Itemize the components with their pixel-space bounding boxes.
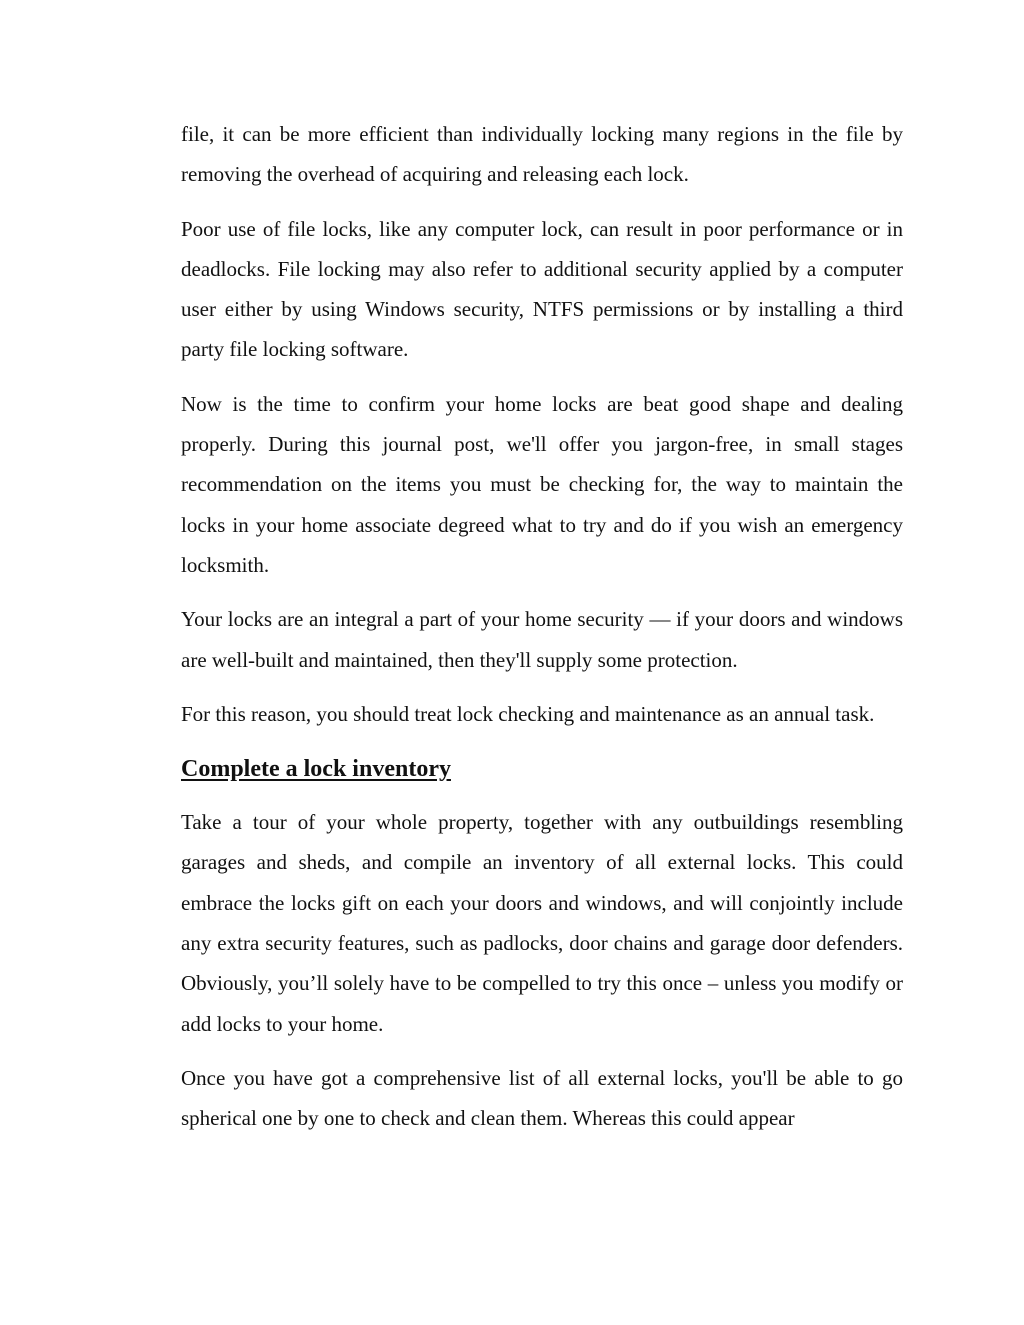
section-heading: Complete a lock inventory [181, 756, 451, 783]
paragraph-check-and-clean: Once you have got a comprehensive list of all external locks, you'll be able to go spherical one by one to check and clean them. Whereas this could appear [181, 1065, 903, 1131]
paragraph-annual-task: For this reason, you should treat lock checking and maintenance as an annual task. [181, 701, 875, 726]
paragraph-lock-inventory-tour: Take a tour of your whole property, together with any outbuildings resembling garages and sheds, and compile an inventory of all external locks. This could embrace the locks gift on each your doors and windows, and will conjointly include any extra security features, such as padlocks, door chains and garage door defenders. Obviously, you’ll solely have to be compelled to try this once – unless you modify or add locks to your home. [181, 810, 903, 1036]
paragraph-locks-home-security: Your locks are an integral a part of your home security — if your doors and windows are well-built and maintained, then they'll supply some protection. [181, 607, 903, 672]
document-body [181, 114, 903, 1153]
paragraph-confirm-home-locks: Now is the time to confirm your home locks are beat good shape and dealing properly. During this journal post, we'll offer you jargon-free, in small stages recommendation on the items you must be checking for, the way to maintain the locks in your home associate degreed what to try and do if you wish an emergency locksmith. [181, 391, 903, 577]
paragraph-poor-use-of-locks: Poor use of file locks, like any computer lock, can result in poor performance or in deadlocks. File locking may also refer to additional security applied by a computer user either by using Windows security, NTFS permissions or by installing a third party file locking software. [181, 216, 903, 362]
paragraph-file-locking-efficiency: file, it can be more efficient than individually locking many regions in the file by removing the overhead of acquiring and releasing each lock. [181, 122, 903, 187]
